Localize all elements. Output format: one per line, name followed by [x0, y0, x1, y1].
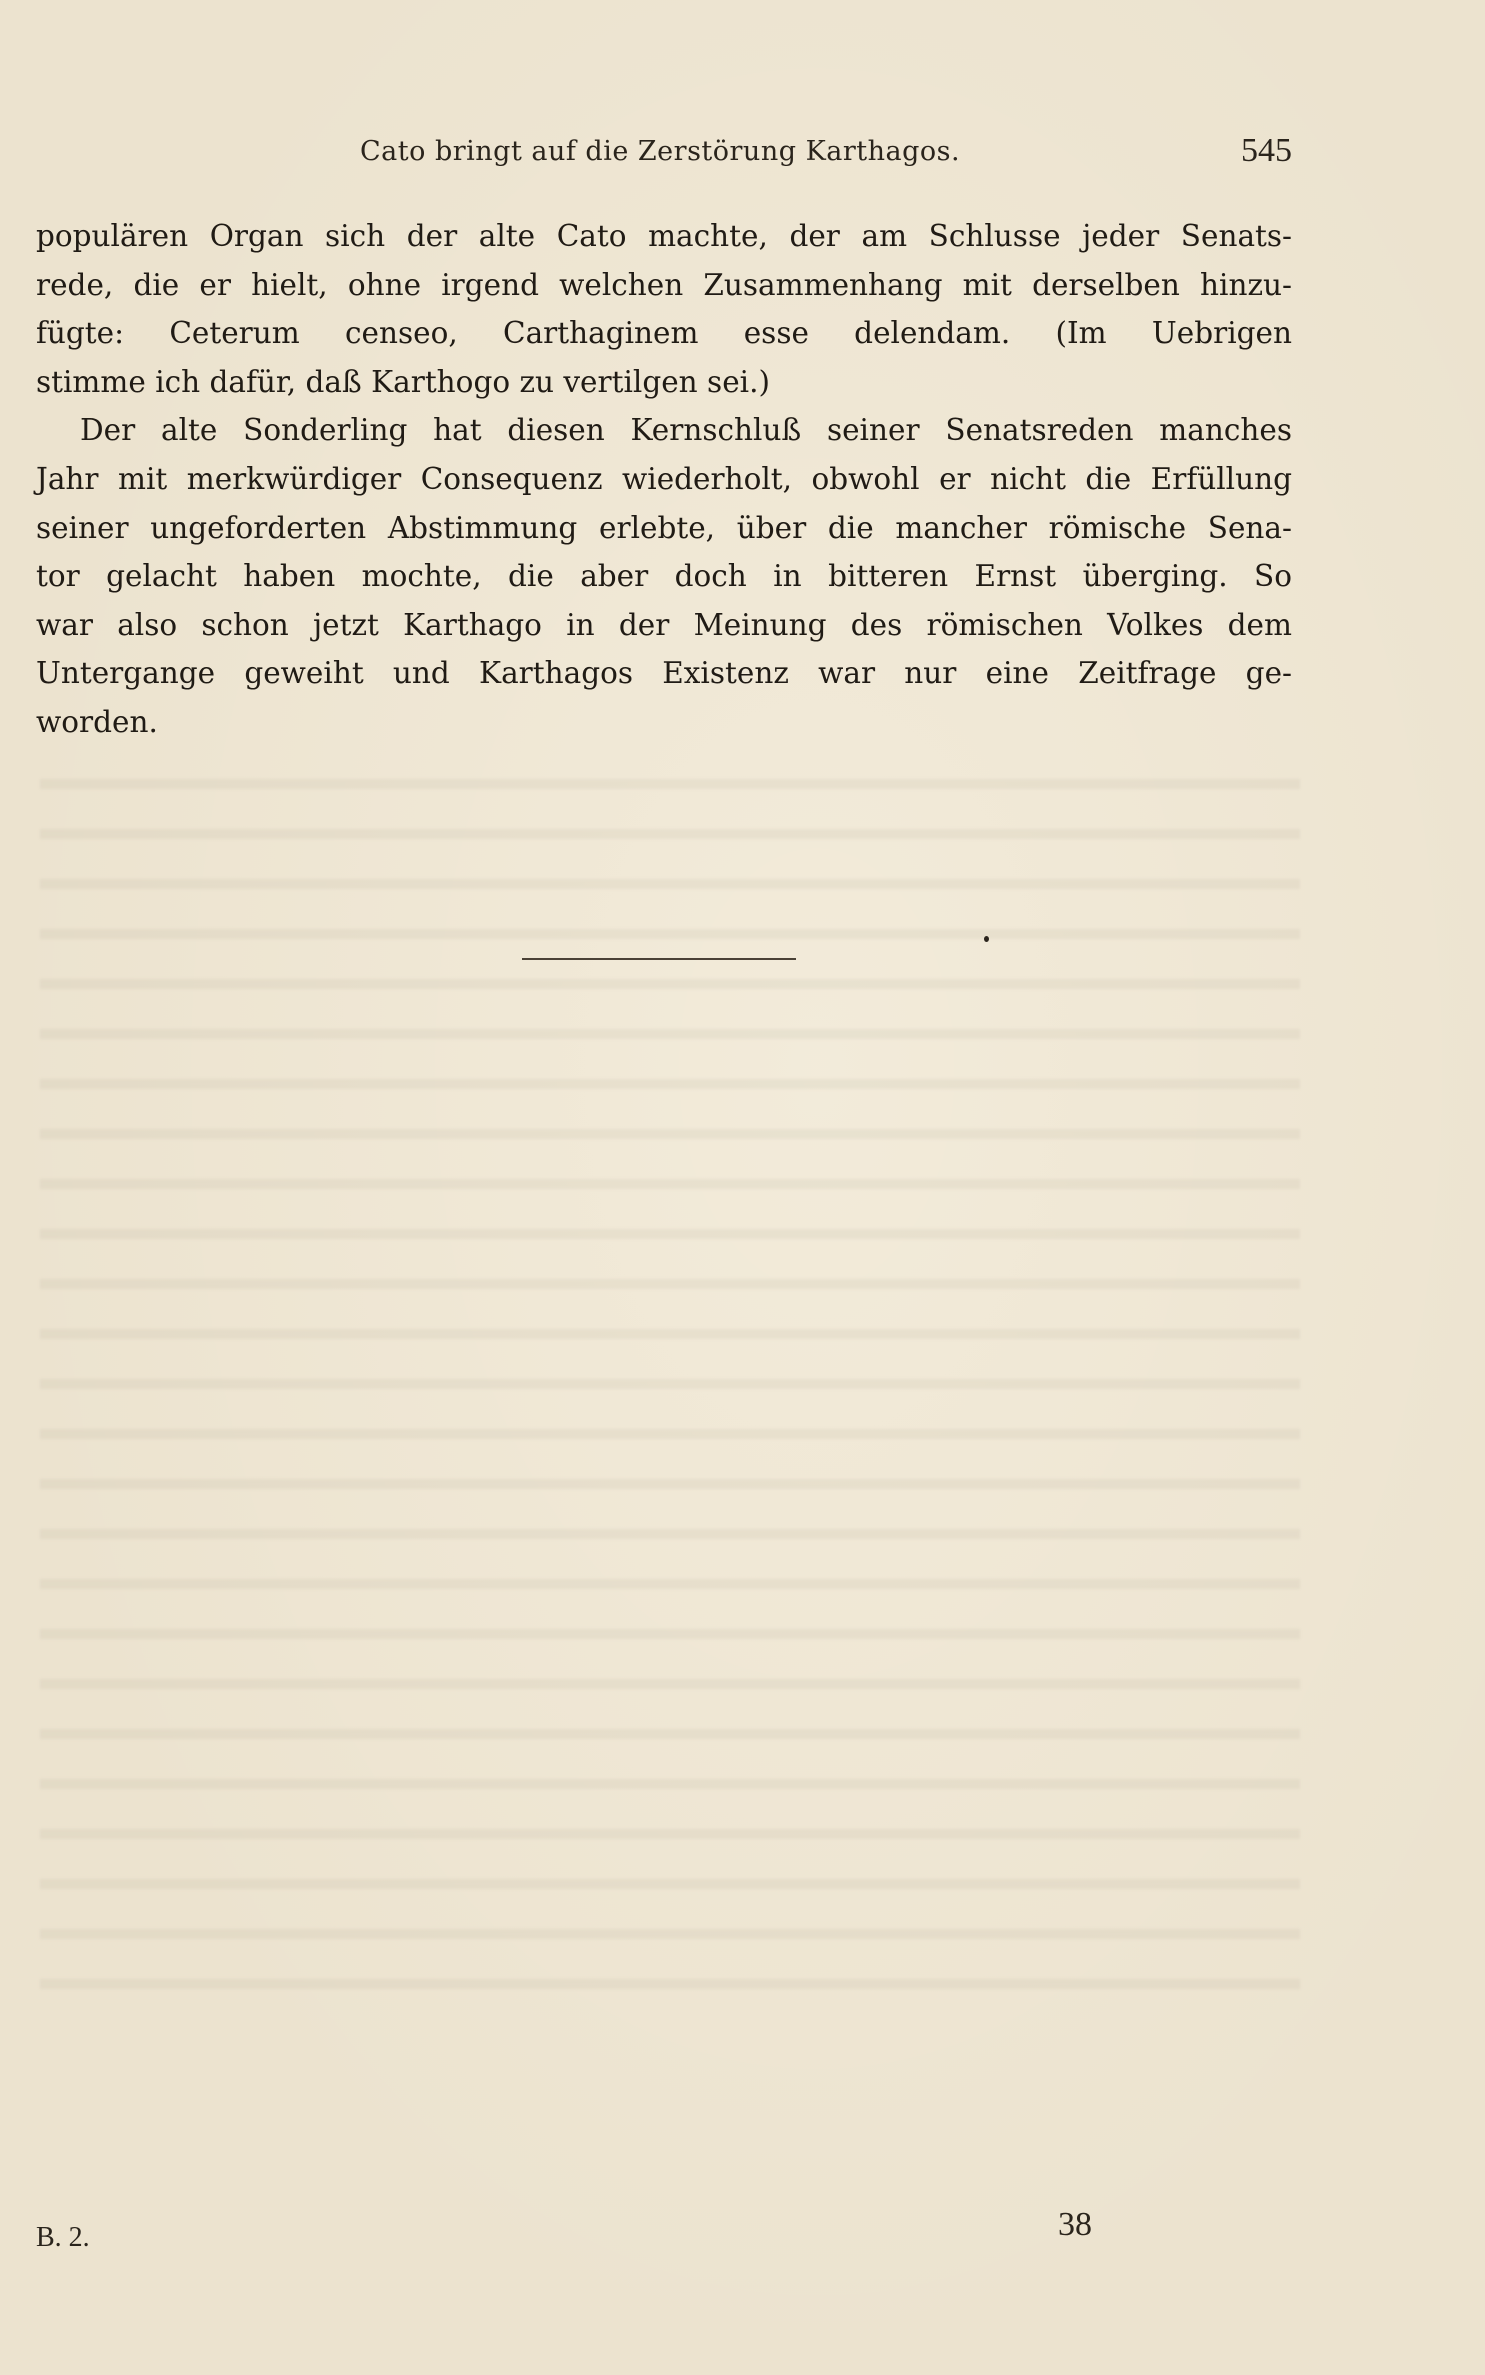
text-line: stimme ich dafür, daß Karthogo zu vertilgen sei.) [36, 364, 770, 399]
text-line: fügte: Ceterum censeo, Carthaginem esse delendam. (Im Uebrigen [36, 316, 1292, 351]
text-line: worden. [36, 704, 158, 739]
text-line: Jahr mit merkwürdiger Consequenz wiederholt, obwohl er nicht die Erfüllung [36, 461, 1292, 496]
text-line: war also schon jetzt Karthago in der Meinung des römischen Volkes dem [36, 607, 1292, 642]
text-line: rede, die er hielt, ohne irgend welchen Zusammenhang mit derselben hinzu- [36, 267, 1292, 302]
page-number: 545 [1241, 132, 1292, 169]
section-divider-rule [522, 958, 796, 960]
sheet-number: 38 [1058, 2206, 1092, 2243]
running-head: Cato bringt auf die Zerstörung Karthagos. [360, 136, 961, 167]
reverse-page-show-through [40, 750, 1300, 2000]
text-line: populären Organ sich der alte Cato machte, der am Schlusse jeder Senats- [36, 219, 1292, 253]
text-line: Untergange geweiht und Karthagos Existenz war nur eine Zeitfrage ge- [36, 656, 1292, 691]
ink-speck [984, 936, 989, 942]
printer-signature: B. 2. [36, 2222, 90, 2253]
text-line: Der alte Sonderling hat diesen Kernschluß seiner Senatsreden manches [80, 413, 1292, 448]
text-line: seiner ungeforderten Abstimmung erlebte, über die mancher römische Sena- [36, 510, 1292, 545]
text-line: tor gelacht haben mochte, die aber doch in bitteren Ernst überging. So [36, 559, 1292, 594]
body-text [36, 212, 1292, 747]
page-header [36, 132, 1292, 172]
